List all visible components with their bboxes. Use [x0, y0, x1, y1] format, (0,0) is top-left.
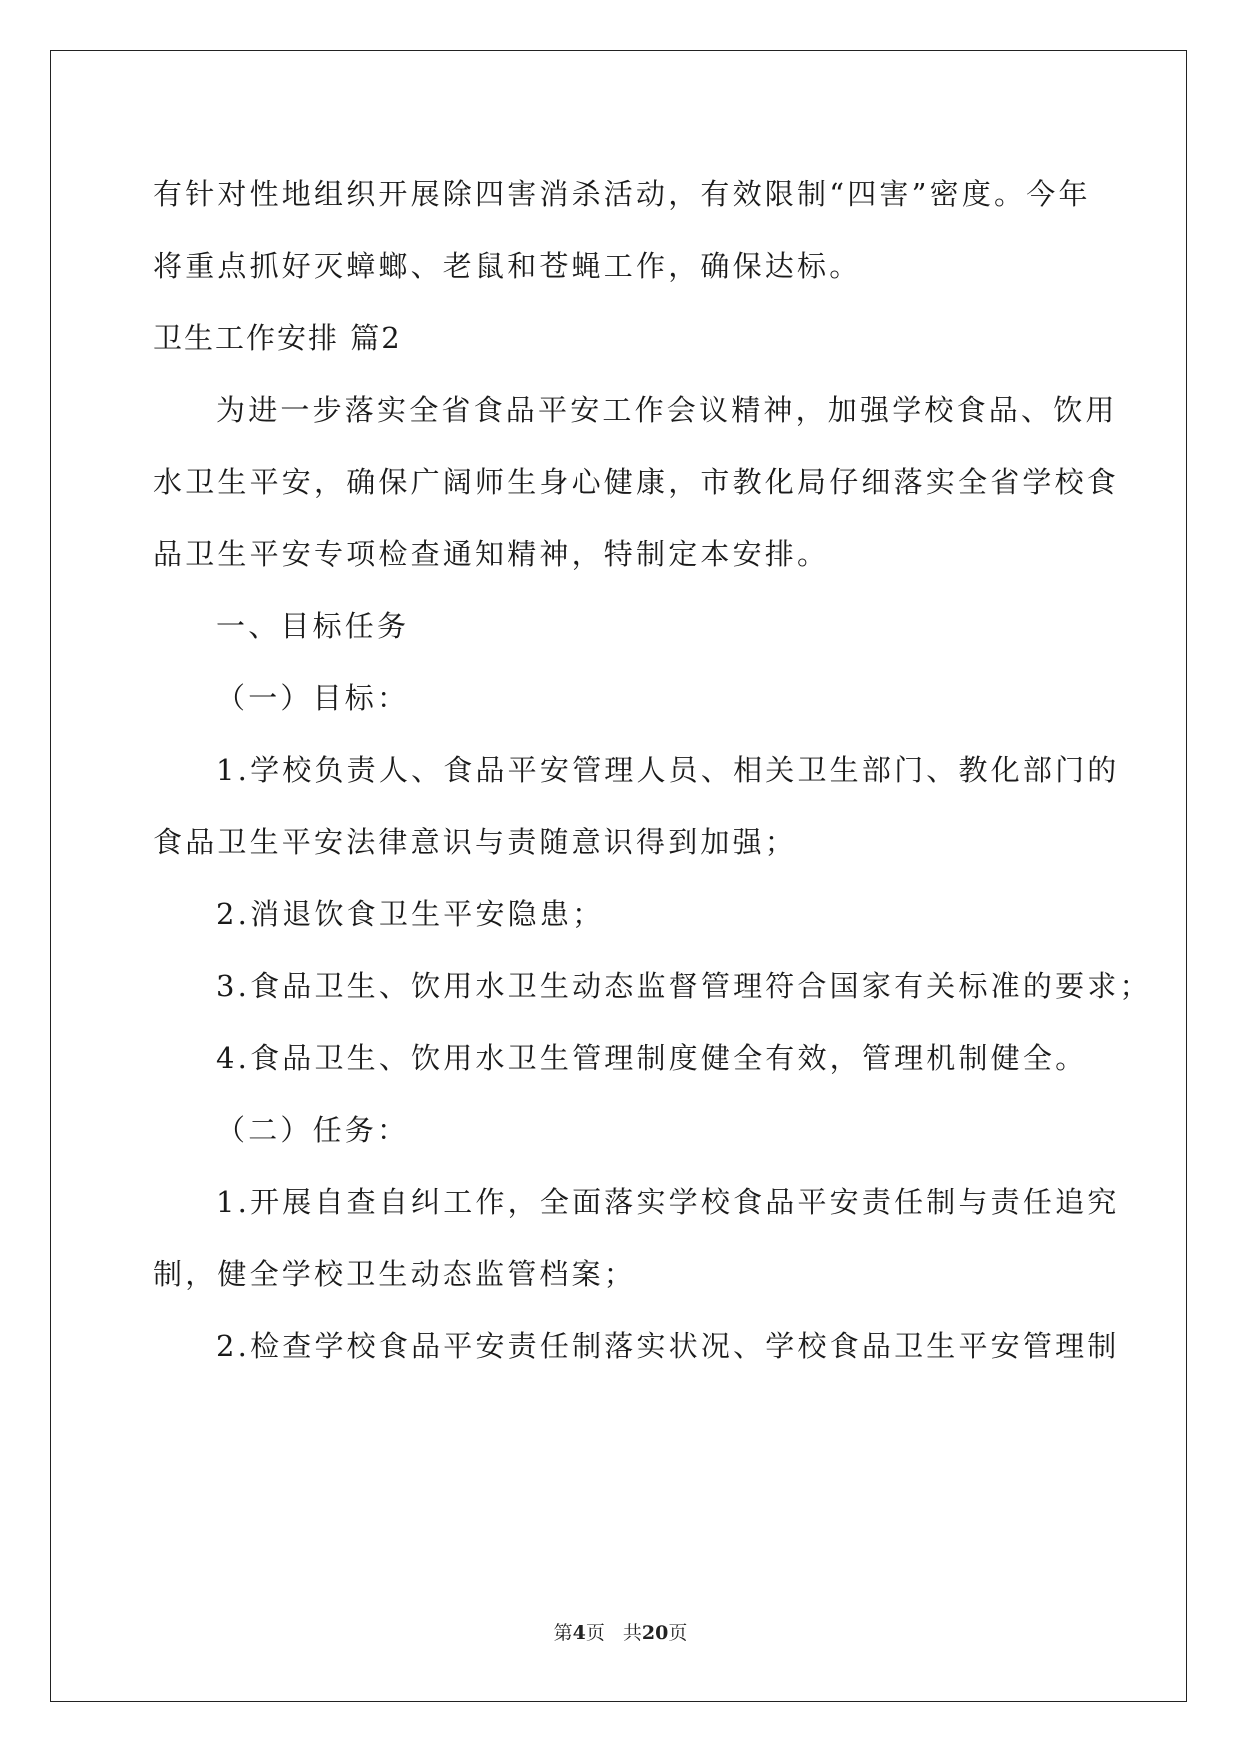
list-item: 2.检查学校食品平安责任制落实状况、学校食品卫生平安管理制 [216, 1329, 1120, 1363]
list-item: 4.食品卫生、饮用水卫生管理制度健全有效，管理机制健全。 [216, 1041, 1088, 1075]
page-prefix: 第 [553, 1622, 573, 1644]
list-item: 1.开展自查自纠工作，全面落实学校食品平安责任制与责任追究 [216, 1185, 1120, 1219]
paragraph-line: 品卫生平安专项检查通知精神，特制定本安排。 [153, 537, 830, 571]
subsection-heading: 一、目标任务 [216, 609, 410, 643]
paragraph-line: 制，健全学校卫生动态监管档案； [153, 1257, 637, 1291]
document-body [153, 158, 1152, 1382]
page-footer [0, 1618, 1241, 1645]
paragraph-line: 有针对性地组织开展除四害消杀活动，有效限制“四害”密度。今年 [153, 177, 1091, 211]
total-prefix: 共 [622, 1622, 642, 1644]
subsection-heading: （二）任务： [216, 1113, 410, 1147]
section-heading: 卫生工作安排 篇2 [153, 321, 402, 355]
paragraph-line: 水卫生平安，确保广阔师生身心健康，市教化局仔细落实全省学校食 [153, 465, 1120, 499]
total-pages: 20 [641, 1622, 669, 1644]
paragraph-line: 食品卫生平安法律意识与责随意识得到加强； [153, 825, 798, 859]
page-suffix: 页 [585, 1622, 605, 1644]
subsection-heading: （一）目标： [216, 681, 410, 715]
list-item: 1.学校负责人、食品平安管理人员、相关卫生部门、教化部门的 [216, 753, 1120, 787]
paragraph-line: 为进一步落实全省食品平安工作会议精神，加强学校食品、饮用 [216, 393, 1118, 427]
list-item: 2.消退饮食卫生平安隐患； [216, 897, 605, 931]
paragraph-line: 将重点抓好灭蟑螂、老鼠和苍蝇工作，确保达标。 [153, 249, 862, 283]
list-item: 3.食品卫生、饮用水卫生动态监督管理符合国家有关标准的要求； [216, 969, 1152, 1003]
page-number: 4 [572, 1622, 586, 1644]
total-suffix: 页 [668, 1622, 688, 1644]
